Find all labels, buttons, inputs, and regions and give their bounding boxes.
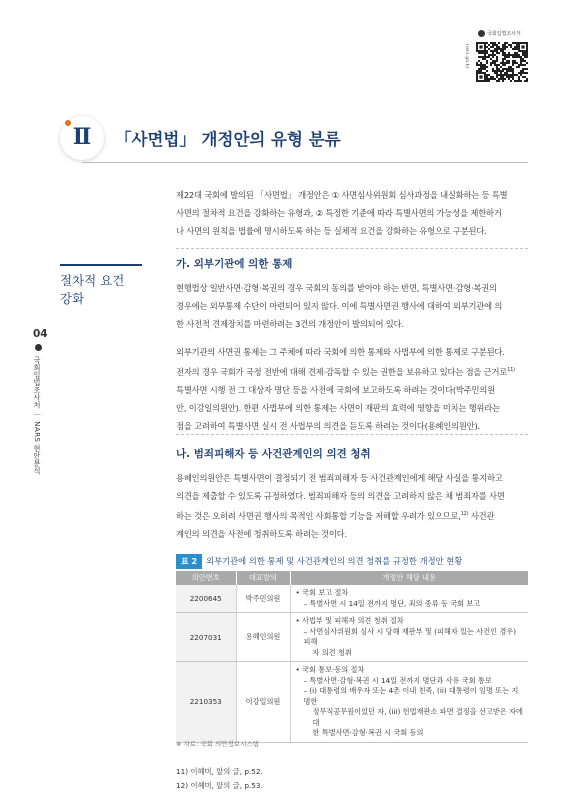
paragraph	[176, 469, 528, 543]
footnote-ref[interactable]: 12)	[460, 511, 469, 517]
text-line: 하는 것은 오히려 사면권 행사의 목적인 사회통합 기능을 저해할 우려가 있으므로,$^{12)}$ 사건관	[176, 510, 495, 521]
text-line: 의견을 제출할 수 있도록 규정하였다. 범죄피해자 등의 의견을 고려하지 않은 채 범죄자를 사면	[176, 491, 505, 501]
header-bill-number: 의안번호	[176, 571, 236, 585]
table-source-note: ※ 자료: 국회 의안정보시스템	[176, 740, 259, 748]
text-line: 현행법상 일반사면·감형·복권의 경우 국회의 동의를 받아야 하는 반면, 특별사면·감형·복권의	[176, 283, 497, 293]
content-line: – 사면심사위원회 심사 시 당해 재판부 및 (피해자 있는 사건인 경우) 피해	[303, 626, 517, 646]
content-cell	[290, 662, 528, 743]
page-number: 04	[33, 328, 48, 340]
text-line: 점을 고려하여 특별사면 실시 전 사법부의 의견을 듣도록 하려는 것이다(용혜인의원안).	[176, 420, 480, 431]
content-line: – (i) 대통령의 배우자 또는 4촌 이내 친족, (ii) 대통령이 임명 또는 지명한	[303, 686, 519, 706]
section-title: 「사면법」 개정안의 유형 분류	[115, 130, 341, 149]
text-line: 안, 이강일의원안). 한편 사법부에 의한 통제는 사면이 재판의 효력에 영향을 미치는 행위라는	[176, 402, 500, 413]
text-line: 계인의 의견을 사전에 청취하도록 하려는 것이다.	[176, 528, 347, 539]
table-caption: 표 2 외부기관에 의한 통제 및 사건관계인의 의견 청취를 규정한 개정안 현황	[176, 554, 462, 569]
section-number-badge	[60, 116, 104, 160]
footnote-11: 11) 이혜미, 앞의 글, p.52.	[176, 767, 263, 776]
content-line: 정무직공무원이었던 자, (iii) 헌법재판소 파면 결정을 선고받은 자에 대	[312, 707, 523, 727]
side-label	[60, 264, 142, 308]
bill-number-cell: 2207031	[176, 613, 236, 662]
paragraph	[176, 343, 528, 435]
footnote-12: 12) 이혜미, 앞의 글, p.53.	[176, 781, 263, 790]
side-label-line2: 강화	[60, 291, 85, 306]
content-line: • 국회 통보·동의 절차	[295, 665, 365, 674]
table-row	[176, 662, 528, 743]
bill-number-cell: 2200645	[176, 585, 236, 613]
content-line: – 특별사면·감형·복권 시 14일 전까지 명단과 사유 국회 통보	[303, 675, 492, 685]
content-line: • 국회 보고 절차	[295, 588, 349, 597]
seal-icon	[478, 30, 485, 37]
sponsor-cell: 박주민의원	[236, 585, 290, 613]
bill-number-cell: 2210353	[176, 662, 236, 743]
footnote-ref[interactable]: 11)	[507, 367, 515, 373]
text-line: 한 사전적 견제장치를 마련하려는 3건의 개정안이 발의되어 있다.	[176, 319, 404, 329]
subheading-victim-opinion: 나. 범죄피해자 등 사건관계인의 의견 청취	[176, 448, 371, 460]
content-line: 한 특별사면·감형·복권 시 국회 동의	[312, 728, 424, 737]
qr-code-icon[interactable]	[476, 42, 528, 82]
text-line: 경우에는 외부통제 수단이 마련되어 있지 않다. 이에 특별사면권 행사에 대하여 외부기관에 의	[176, 301, 503, 311]
sponsor-cell: 용혜인의원	[236, 613, 290, 662]
text-line: 사면의 절차적 요건을 강화하는 유형과, ② 특정한 기준에 따라 특별사면의 가능성을 제한하거	[176, 208, 502, 218]
section-number: Ⅱ	[72, 124, 92, 150]
intro-paragraph	[176, 186, 528, 240]
page-dot-icon	[35, 344, 42, 351]
section-divider	[82, 162, 528, 163]
table-tag: 표 2	[176, 554, 202, 569]
subheading-external-control: 가. 외부기관에 의한 통제	[176, 258, 293, 270]
nars-logo: 국회입법조사처	[478, 30, 521, 37]
dashed-divider	[176, 434, 528, 435]
content-line: 자 의견 청취	[312, 647, 352, 657]
bill-table	[176, 571, 528, 743]
content-cell	[290, 613, 528, 662]
text-line: 특별사면 시행 전 그 대상자 명단 등을 사전에 국회에 보고하도록 하려는 것이다(박주민의원	[176, 384, 495, 395]
text-line: 나 사면의 원칙을 법률에 명시하도록 하는 등 실체적 요건을 강화하는 유형으로 구분된다.	[176, 226, 487, 236]
margin-caption: 국회입법조사처 ｜ NARS 현안분석	[33, 356, 42, 475]
text-line: 제22대 국회에 발의된 「사면법」 개정안은 ① 사면심사위원회 심사과정을 내실화하는 등 특별	[176, 190, 508, 200]
content-cell	[290, 585, 528, 613]
header-sponsor: 대표발의	[236, 571, 290, 585]
text-line: 외부기관의 사면권 통제는 그 주체에 따라 국회에 의한 통제와 사법부에 의한 통제로 구분된다.	[176, 347, 505, 357]
text-line: 용혜인의원안은 특별사면이 결정되기 전 범죄피해자 등 사건관계인에게 해당 사실을 통지하고	[176, 473, 503, 483]
paragraph	[176, 279, 528, 333]
content-line: – 특별사면 시 14일 전까지 명단, 죄의 종류 등 국회 보고	[303, 598, 481, 608]
table-row	[176, 585, 528, 613]
side-label-line1: 절차적 요건	[60, 273, 125, 288]
header-content: 개정안 해당 내용	[290, 571, 528, 585]
qr-block	[462, 30, 528, 82]
side-label-bar	[60, 264, 142, 266]
text-line: 전자의 경우 국회가 국정 전반에 대해 견제·감독할 수 있는 권한을 보유하고 있다는 점을 근거로$^{11)}$	[176, 366, 515, 377]
qr-side-text: nars.go.kr	[464, 44, 469, 69]
content-line: • 사법부 및 피해자 의견 청취 절차	[295, 616, 404, 625]
dashed-divider	[176, 248, 528, 249]
sponsor-cell: 이강일의원	[236, 662, 290, 743]
table-header-row	[176, 571, 528, 585]
table-row	[176, 613, 528, 662]
